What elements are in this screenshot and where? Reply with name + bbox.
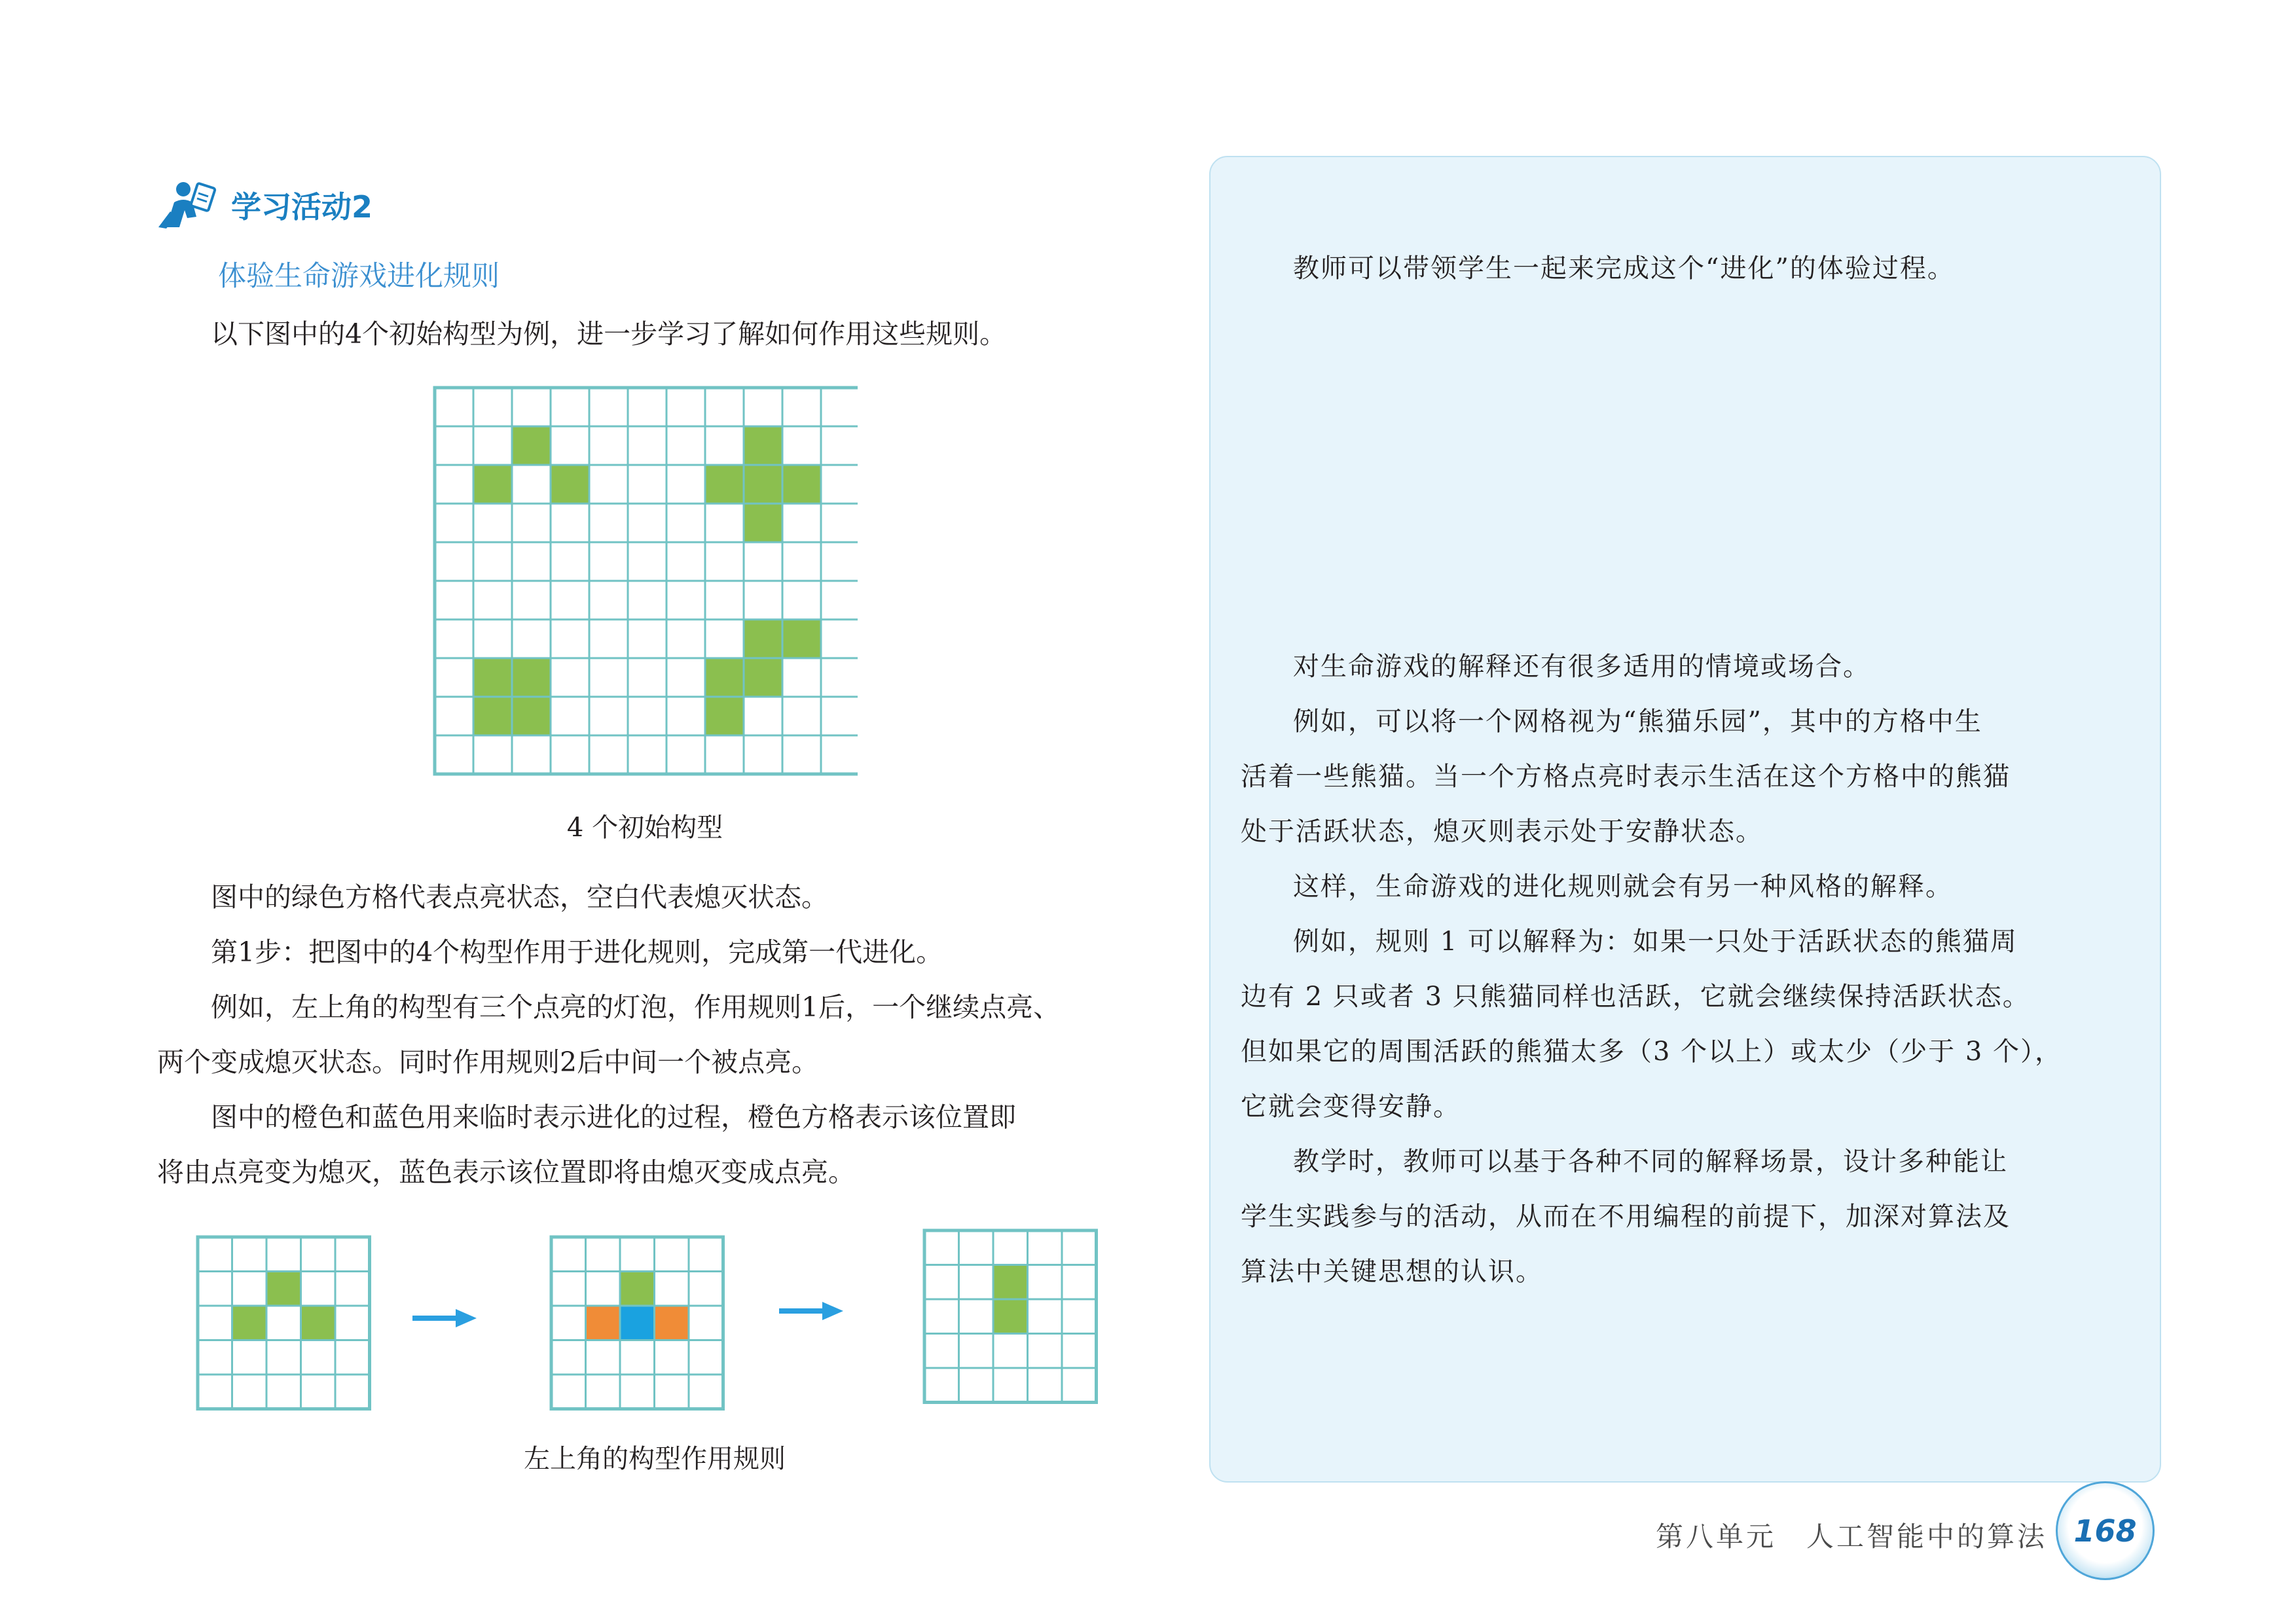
rule-grid-process — [549, 1234, 725, 1412]
right-arrow-icon — [412, 1305, 478, 1331]
empty-cell — [689, 1340, 723, 1375]
empty-cell — [666, 619, 705, 658]
green-cell — [512, 697, 551, 735]
empty-cell — [435, 658, 473, 697]
empty-cell — [435, 735, 473, 774]
empty-cell — [782, 542, 821, 581]
paragraph-line: 图中的橙色和蓝色用来临时表示进化的过程，橙色方格表示该位置即 — [211, 1101, 1016, 1133]
empty-cell — [959, 1368, 994, 1403]
empty-cell — [435, 465, 473, 504]
green-cell — [301, 1306, 336, 1340]
empty-cell — [628, 735, 666, 774]
empty-cell — [655, 1375, 689, 1409]
footer-unit-title: 第八单元 人工智能中的算法 — [1655, 1521, 2047, 1553]
empty-cell — [551, 1340, 586, 1375]
empty-cell — [744, 388, 782, 426]
empty-cell — [512, 735, 551, 774]
empty-cell — [924, 1334, 959, 1369]
green-cell — [512, 658, 551, 697]
empty-cell — [705, 388, 744, 426]
empty-cell — [689, 1375, 723, 1409]
empty-cell — [628, 581, 666, 619]
note-line: 对生命游戏的解释还有很多适用的情境或场合。 — [1293, 652, 1870, 682]
empty-cell — [198, 1340, 232, 1375]
empty-cell — [628, 388, 666, 426]
empty-cell — [198, 1306, 232, 1340]
empty-cell — [551, 1306, 586, 1340]
empty-cell — [335, 1375, 370, 1409]
empty-cell — [586, 1375, 621, 1409]
empty-cell — [232, 1375, 267, 1409]
empty-cell — [1028, 1265, 1063, 1300]
empty-cell — [628, 658, 666, 697]
empty-cell — [473, 426, 512, 465]
empty-cell — [924, 1368, 959, 1403]
empty-cell — [198, 1237, 232, 1272]
empty-cell — [620, 1340, 655, 1375]
empty-cell — [666, 735, 705, 774]
empty-cell — [666, 504, 705, 542]
green-cell — [744, 426, 782, 465]
empty-cell — [782, 426, 821, 465]
empty-cell — [589, 658, 628, 697]
empty-cell — [628, 465, 666, 504]
intro-text: 以下图中的4个初始构型为例，进一步学习了解如何作用这些规则。 — [211, 318, 1007, 350]
empty-cell — [628, 504, 666, 542]
empty-cell — [435, 388, 473, 426]
green-cell — [782, 465, 821, 504]
empty-cell — [589, 581, 628, 619]
empty-cell — [959, 1230, 994, 1265]
empty-cell — [512, 619, 551, 658]
empty-cell — [512, 581, 551, 619]
orange-cell — [655, 1306, 689, 1340]
empty-cell — [589, 697, 628, 735]
empty-cell — [301, 1375, 336, 1409]
right-arrow-icon — [779, 1298, 845, 1324]
empty-cell — [589, 735, 628, 774]
empty-cell — [666, 697, 705, 735]
empty-cell — [586, 1272, 621, 1306]
empty-cell — [821, 426, 858, 465]
empty-cell — [1028, 1299, 1063, 1334]
green-cell — [551, 465, 589, 504]
empty-cell — [821, 735, 858, 774]
paragraph-line: 两个变成熄灭状态。同时作用规则2后中间一个被点亮。 — [157, 1046, 819, 1078]
paragraph-line: 第1步：把图中的4个构型作用于进化规则，完成第一代进化。 — [211, 936, 943, 968]
empty-cell — [993, 1334, 1028, 1369]
empty-cell — [589, 388, 628, 426]
empty-cell — [198, 1375, 232, 1409]
empty-cell — [821, 658, 858, 697]
green-cell — [266, 1272, 301, 1306]
empty-cell — [655, 1237, 689, 1272]
empty-cell — [586, 1237, 621, 1272]
green-cell — [473, 697, 512, 735]
empty-cell — [655, 1272, 689, 1306]
activity-heading — [157, 175, 373, 234]
teacher-note-body — [1241, 639, 2131, 1299]
empty-cell — [551, 504, 589, 542]
empty-cell — [666, 465, 705, 504]
figure2-caption: 左上角的构型作用规则 — [524, 1444, 786, 1474]
green-cell — [744, 504, 782, 542]
empty-cell — [744, 581, 782, 619]
orange-cell — [586, 1306, 621, 1340]
empty-cell — [924, 1265, 959, 1300]
empty-cell — [821, 504, 858, 542]
empty-cell — [666, 426, 705, 465]
empty-cell — [1028, 1334, 1063, 1369]
paragraph-line: 图中的绿色方格代表点亮状态，空白代表熄灭状态。 — [211, 881, 828, 913]
empty-cell — [551, 1237, 586, 1272]
note-line: 活着一些熊猫。当一个方格点亮时表示生活在这个方格中的熊猫 — [1241, 762, 2011, 792]
empty-cell — [705, 504, 744, 542]
note-line: 边有 2 只或者 3 只熊猫同样也活跃，它就会继续保持活跃状态。 — [1241, 982, 2030, 1012]
empty-cell — [551, 388, 589, 426]
empty-cell — [473, 735, 512, 774]
empty-cell — [473, 542, 512, 581]
empty-cell — [705, 426, 744, 465]
empty-cell — [266, 1237, 301, 1272]
empty-cell — [689, 1272, 723, 1306]
empty-cell — [266, 1375, 301, 1409]
empty-cell — [782, 697, 821, 735]
green-cell — [512, 426, 551, 465]
empty-cell — [1062, 1368, 1097, 1403]
note-line: 但如果它的周围活跃的熊猫太多（3 个以上）或太少（少于 3 个）， — [1241, 1037, 2063, 1067]
empty-cell — [628, 542, 666, 581]
empty-cell — [589, 426, 628, 465]
empty-cell — [232, 1272, 267, 1306]
empty-cell — [821, 542, 858, 581]
empty-cell — [551, 658, 589, 697]
empty-cell — [1062, 1299, 1097, 1334]
empty-cell — [993, 1230, 1028, 1265]
empty-cell — [435, 697, 473, 735]
empty-cell — [620, 1375, 655, 1409]
empty-cell — [782, 504, 821, 542]
empty-cell — [959, 1299, 994, 1334]
green-cell — [993, 1265, 1028, 1300]
empty-cell — [232, 1237, 267, 1272]
empty-cell — [655, 1340, 689, 1375]
empty-cell — [782, 658, 821, 697]
empty-cell — [589, 542, 628, 581]
empty-cell — [782, 735, 821, 774]
empty-cell — [666, 658, 705, 697]
empty-cell — [301, 1237, 336, 1272]
empty-cell — [628, 619, 666, 658]
empty-cell — [551, 697, 589, 735]
empty-cell — [628, 426, 666, 465]
empty-cell — [705, 735, 744, 774]
paragraph-line: 将由点亮变为熄灭，蓝色表示该位置即将由熄灭变成点亮。 — [157, 1156, 855, 1188]
note-line: 这样，生命游戏的进化规则就会有另一种风格的解释。 — [1293, 872, 1953, 902]
empty-cell — [551, 1272, 586, 1306]
figure1-caption: 4 个初始构型 — [566, 813, 723, 843]
note-line: 例如，规则 1 可以解释为：如果一只处于活跃状态的熊猫周 — [1293, 927, 2018, 957]
empty-cell — [435, 619, 473, 658]
note-line: 例如，可以将一个网格视为“熊猫乐园”，其中的方格中生 — [1293, 707, 1982, 737]
empty-cell — [335, 1340, 370, 1375]
empty-cell — [551, 426, 589, 465]
empty-cell — [782, 388, 821, 426]
empty-cell — [666, 581, 705, 619]
green-cell — [705, 658, 744, 697]
empty-cell — [586, 1340, 621, 1375]
empty-cell — [666, 388, 705, 426]
empty-cell — [924, 1299, 959, 1334]
empty-cell — [551, 735, 589, 774]
empty-cell — [551, 619, 589, 658]
green-cell — [232, 1306, 267, 1340]
student-reading-icon — [157, 179, 219, 231]
empty-cell — [821, 697, 858, 735]
empty-cell — [473, 388, 512, 426]
empty-cell — [1062, 1230, 1097, 1265]
empty-cell — [551, 542, 589, 581]
teacher-note-intro — [1241, 241, 2131, 296]
empty-cell — [705, 619, 744, 658]
rule-grid-before — [195, 1234, 372, 1412]
empty-cell — [993, 1368, 1028, 1403]
empty-cell — [435, 426, 473, 465]
empty-cell — [689, 1306, 723, 1340]
empty-cell — [512, 542, 551, 581]
empty-cell — [821, 388, 858, 426]
empty-cell — [744, 542, 782, 581]
empty-cell — [435, 581, 473, 619]
empty-cell — [821, 619, 858, 658]
intro-paragraph — [157, 306, 1178, 361]
green-cell — [705, 697, 744, 735]
empty-cell — [551, 1375, 586, 1409]
green-cell — [620, 1272, 655, 1306]
empty-cell — [705, 542, 744, 581]
green-cell — [744, 619, 782, 658]
empty-cell — [435, 504, 473, 542]
rule-grid-after — [922, 1228, 1099, 1406]
empty-cell — [435, 542, 473, 581]
empty-cell — [666, 542, 705, 581]
empty-cell — [232, 1340, 267, 1375]
empty-cell — [335, 1237, 370, 1272]
empty-cell — [689, 1237, 723, 1272]
empty-cell — [473, 619, 512, 658]
green-cell — [782, 619, 821, 658]
empty-cell — [512, 465, 551, 504]
empty-cell — [266, 1340, 301, 1375]
note-line: 教学时，教师可以基于各种不同的解释场景，设计多种能让 — [1293, 1147, 2008, 1177]
note-line: 学生实践参与的活动，从而在不用编程的前提下，加深对算法及 — [1241, 1202, 2011, 1232]
green-cell — [705, 465, 744, 504]
page-number-badge — [2056, 1481, 2155, 1580]
empty-cell — [301, 1340, 336, 1375]
section-subheading: 体验生命游戏进化规则 — [218, 260, 500, 293]
empty-cell — [512, 388, 551, 426]
page-number: 168 — [2073, 1513, 2137, 1549]
empty-cell — [1028, 1230, 1063, 1265]
body-paragraphs — [157, 870, 1178, 1200]
note-line: 算法中关键思想的认识。 — [1241, 1257, 1543, 1287]
empty-cell — [628, 697, 666, 735]
empty-cell — [512, 504, 551, 542]
empty-cell — [959, 1265, 994, 1300]
empty-cell — [1062, 1334, 1097, 1369]
green-cell — [473, 465, 512, 504]
empty-cell — [301, 1272, 336, 1306]
empty-cell — [335, 1272, 370, 1306]
empty-cell — [473, 581, 512, 619]
empty-cell — [620, 1237, 655, 1272]
note-line: 教师可以带领学生一起来完成这个“进化”的体验过程。 — [1293, 253, 1955, 284]
empty-cell — [782, 581, 821, 619]
empty-cell — [821, 581, 858, 619]
empty-cell — [1028, 1368, 1063, 1403]
note-line: 处于活跃状态，熄灭则表示处于安静状态。 — [1241, 817, 1763, 847]
empty-cell — [744, 735, 782, 774]
empty-cell — [589, 504, 628, 542]
empty-cell — [744, 697, 782, 735]
green-cell — [993, 1299, 1028, 1334]
note-line: 它就会变得安静。 — [1241, 1092, 1461, 1122]
paragraph-line: 例如，左上角的构型有三个点亮的灯泡，作用规则1后，一个继续点亮、 — [211, 991, 1061, 1023]
activity-title: 学习活动2 — [231, 189, 373, 225]
empty-cell — [589, 619, 628, 658]
empty-cell — [335, 1306, 370, 1340]
green-cell — [744, 658, 782, 697]
initial-configurations-grid — [432, 385, 858, 778]
empty-cell — [198, 1272, 232, 1306]
empty-cell — [705, 581, 744, 619]
green-cell — [744, 465, 782, 504]
green-cell — [473, 658, 512, 697]
empty-cell — [1062, 1265, 1097, 1300]
blue-cell — [620, 1306, 655, 1340]
empty-cell — [551, 581, 589, 619]
empty-cell — [589, 465, 628, 504]
empty-cell — [821, 465, 858, 504]
empty-cell — [924, 1230, 959, 1265]
empty-cell — [959, 1334, 994, 1369]
empty-cell — [266, 1306, 301, 1340]
empty-cell — [473, 504, 512, 542]
